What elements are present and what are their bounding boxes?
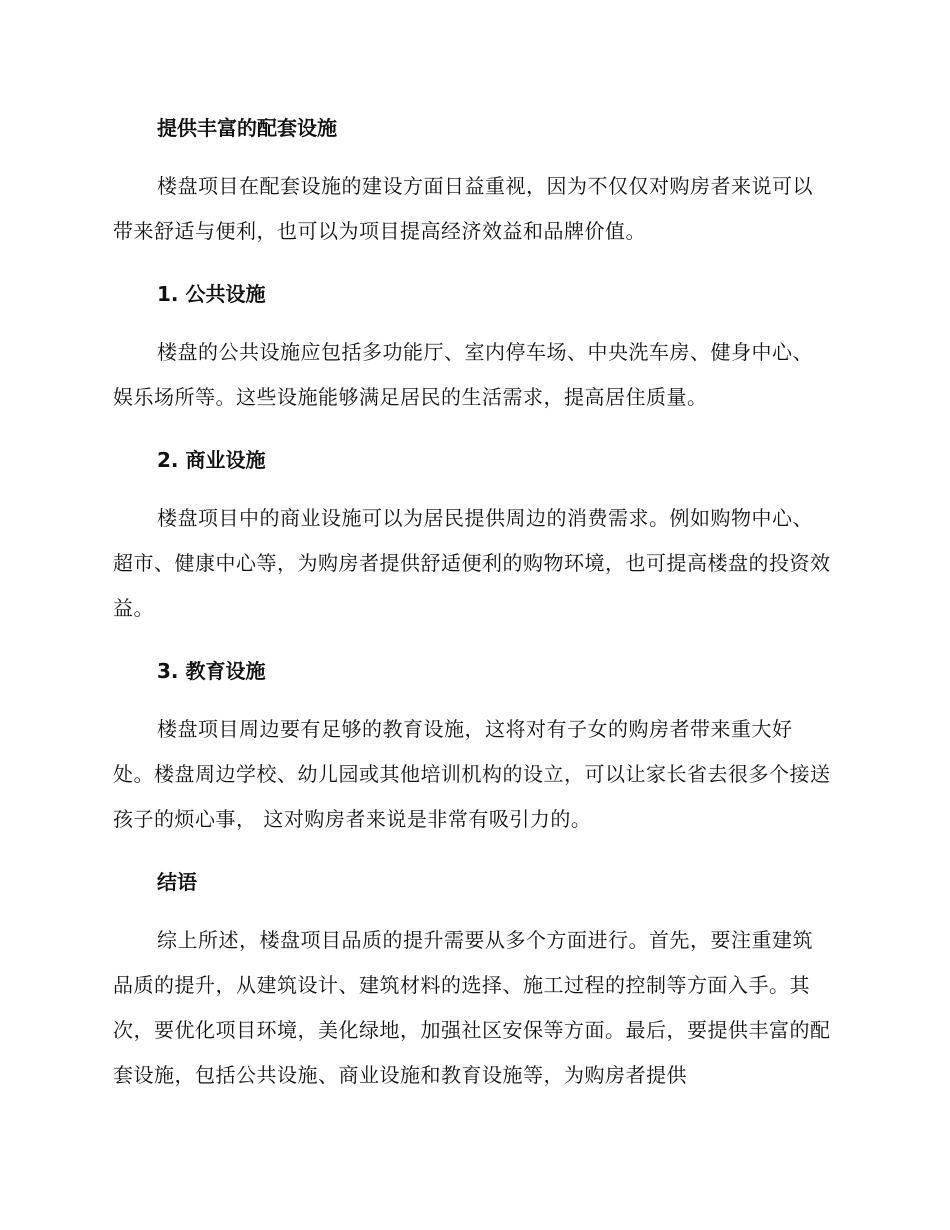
item-body-education-facilities: 楼盘项目周边要有足够的教育设施，这将对有子女的购房者带来重大好处。楼盘周边学校、幼儿园或其他培训机构的设立，可以让家长省去很多个接送孩子的烦心事， 这对购房者来说是非常有吸引力的。 bbox=[113, 717, 831, 831]
item-heading-education-facilities: 3. 教育设施 bbox=[157, 659, 266, 683]
conclusion-paragraph: 综上所述，楼盘项目品质的提升需要从多个方面进行。首先，要注重建筑品质的提升，从建筑设计、建筑材料的选择、施工过程的控制等方面入手。其次，要优化项目环境，美化绿地，加强社区安保等方面。最后，要提供丰富的配套设施，包括公共设施、商业设施和教育设施等，为购房者提供 bbox=[113, 928, 831, 1087]
item-heading-commercial-facilities: 2. 商业设施 bbox=[157, 448, 266, 472]
item-heading-public-facilities: 1. 公共设施 bbox=[157, 282, 266, 306]
section-title: 提供丰富的配套设施 bbox=[157, 116, 337, 140]
item-body-public-facilities: 楼盘的公共设施应包括多功能厅、室内停车场、中央洗车房、健身中心、娱乐场所等。这些设施能够满足居民的生活需求，提高居住质量。 bbox=[113, 340, 813, 409]
intro-paragraph: 楼盘项目在配套设施的建设方面日益重视，因为不仅仅对购房者来说可以带来舒适与便利，也可以为项目提高经济效益和品牌价值。 bbox=[113, 174, 813, 243]
conclusion-heading: 结语 bbox=[157, 870, 197, 894]
item-body-commercial-facilities: 楼盘项目中的商业设施可以为居民提供周边的消费需求。例如购物中心、超市、健康中心等，为购房者提供舒适便利的购物环境，也可提高楼盘的投资效益。 bbox=[113, 506, 831, 620]
document-body bbox=[113, 110, 833, 1098]
